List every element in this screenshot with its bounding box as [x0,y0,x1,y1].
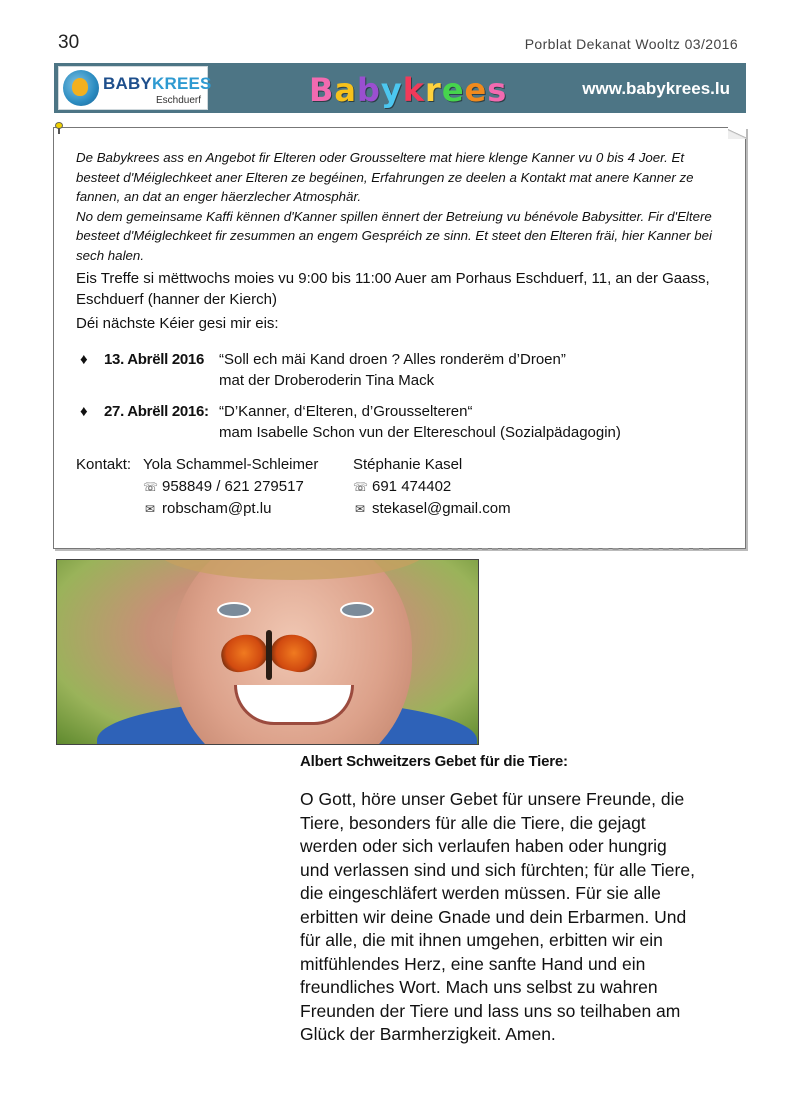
event-speaker: mat der Droberoderin Tina Mack [219,372,435,389]
info-card [53,127,746,549]
title-letter: r [425,71,442,109]
pin-icon [55,122,63,134]
page-number: 30 [58,32,80,53]
babykrees-banner [54,63,746,113]
logo-emblem-icon [63,70,99,106]
meeting-info: Eis Treffe si mëttwochs moies vu 9:00 bis 11:00 Auer am Porhaus Eschduerf, 11, an der Gaass, Eschduerf (hanner der Kierch) [76,270,710,308]
photo-eye [340,602,374,618]
child-with-butterfly-photo [56,559,479,745]
contact-person [143,454,318,521]
diamond-bullet-icon: ♦ [80,351,88,368]
event-title: “Soll ech mäi Kand droen ? Alles ronderëm d’Droen” [219,351,566,368]
website-link[interactable]: www.babykrees.lu [582,79,730,98]
title-letter: s [487,71,508,109]
mail-icon: ✉ [144,502,156,516]
contact-name: Stéphanie Kasel [353,456,463,473]
contact-name: Yola Schammel-Schleimer [143,456,319,473]
butterfly-body [266,630,272,680]
contact-phone: ☏ 958849 / 621 279517 [143,476,318,499]
contact-email[interactable]: ✉ stekasel@gmail.com [353,498,511,521]
logo-location: Eschduerf [155,95,201,106]
title-letter: b [356,71,381,109]
prayer-text: O Gott, höre unser Gebet für unsere Freunde, die Tiere, besonders für alle die Tiere, die gejagt werden oder sich verlaufen haben oder hungrig und verlassen sind und sich fürchten; für alle Tiere, die eingeschläfert werden müssen. Für sie alle erbitten wir deine Gnade und dein Erbarmen. Und für alle, die mit ihnen umgehen, erbitten wir ein mitfühlendes Herz, eine sanfte Hand und ein freundliches Wort. Mach uns selbst zu wahren Freunden der Tiere und lass uns so teilhaben am Glück der Barmherzigkeit. Amen. [300,789,695,1044]
title-letter: e [464,71,488,109]
title-letter: y [380,71,403,109]
intro-paragraph: No dem gemeinsame Kaffi kënnen d'Kanner spillen ënnert der Betreiung vu bénévole Babysitter. Fir d'Eltere besteet d'Méiglechkeet fir zesummen an engem Gespréich ze sinn. Et steet den Elteren fräi, hier Kanner bei sech halen. [76,208,712,263]
butterfly-wing [268,631,320,676]
phone-icon: ☏ [353,479,369,494]
page-curl-icon [728,127,746,139]
intro-text [76,148,726,265]
babykrees-title [309,71,507,109]
mail-icon: ✉ [354,502,366,516]
butterfly-wing [218,631,270,676]
diamond-bullet-icon: ♦ [80,403,88,420]
logo-wordmark: BABYKREES [103,74,212,93]
title-letter: a [334,71,357,109]
contact-person [353,454,511,521]
contact-label: Kontakt: [76,456,132,473]
running-header: Porblat Dekanat Wooltz 03/2016 [524,36,738,52]
event-speaker: mam Isabelle Schon vun der Eltereschoul (Sozialpädagogin) [219,424,621,441]
intro-paragraph: De Babykrees ass en Angebot fir Elteren oder Grousseltere mat hiere klenge Kanner vu 0 bis 4 Joer. Et besteet d'Méiglechkeet aner Elteren ze begéinen, Erfahrungen ze deelen a Kontakt mat anere Kanner ze fannen, an dat an enger häerzlecher Atmosphär. [76,150,694,204]
event-date: 27. Abrëll 2016: [104,403,209,420]
event-title: “D’Kanner, d‘Elteren, d’Grousselteren“ [219,403,473,420]
title-letter: B [309,71,335,109]
title-letter: e [441,71,465,109]
contact-email[interactable]: ✉ robscham@pt.lu [143,498,318,521]
butterfly-icon [219,630,319,685]
phone-icon: ☏ [143,479,159,494]
title-letter: k [402,71,426,109]
photo-eye [217,602,251,618]
next-meetings-label: Déi nächste Kéier gesi mir eis: [76,315,279,332]
prayer-title: Albert Schweitzers Gebet für die Tiere: [300,753,568,770]
torn-edge-divider [90,548,709,550]
contact-phone: ☏ 691 474402 [353,476,511,499]
event-date: 13. Abrëll 2016 [104,351,205,368]
babykrees-logo [58,66,212,110]
